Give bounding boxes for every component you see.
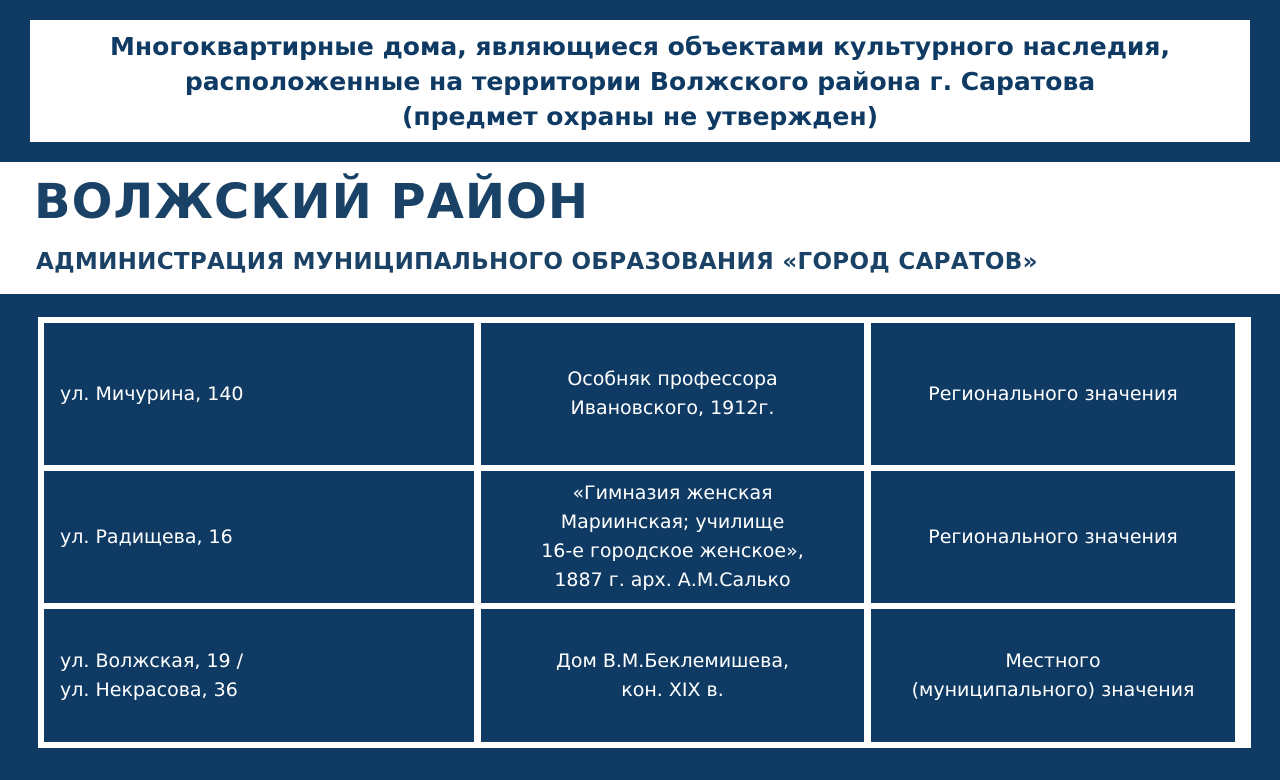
address-text: ул. Волжская, 19 / ул. Некрасова, 36: [60, 649, 244, 701]
heritage-table: [38, 317, 1251, 748]
table-cell-address: [44, 609, 474, 742]
table-cell-significance: [871, 609, 1235, 742]
table-cell-significance: [871, 323, 1235, 465]
district-title: ВОЛЖСКИЙ РАЙОН: [34, 174, 590, 230]
table-cell-significance: [871, 471, 1235, 603]
object-text: Дом В.М.Беклемишева, кон. XIX в.: [555, 649, 790, 701]
object-text: Особняк профессора Ивановского, 1912г.: [567, 368, 778, 419]
document-title-line-1: Многоквартирные дома, являющиеся объектами культурного наследия,: [110, 31, 1170, 61]
document-title-box: [30, 20, 1250, 142]
table-cell-object: [481, 323, 864, 465]
address-text: ул. Мичурина, 140: [60, 382, 244, 405]
table-cell-address: [44, 323, 474, 465]
table-cell-address: [44, 471, 474, 603]
table-cell-object: [481, 609, 864, 742]
significance-text: Регионального значения: [928, 525, 1178, 548]
significance-text: Регионального значения: [928, 382, 1178, 405]
significance-text: Местного (муниципального) значения: [911, 649, 1195, 701]
district-header-band: [0, 162, 1280, 294]
object-text: «Гимназия женская Мариинская; училище 16-е городское женское», 1887 г. арх. А.М.Салько: [541, 482, 804, 591]
address-text: ул. Радищева, 16: [60, 525, 233, 548]
table-cell-object: [481, 471, 864, 603]
document-title-line-2: расположенные на территории Волжского района г. Саратова: [184, 66, 1096, 96]
document-title-line-3: (предмет охраны не утвержден): [401, 101, 879, 131]
administration-subtitle: АДМИНИСТРАЦИЯ МУНИЦИПАЛЬНОГО ОБРАЗОВАНИЯ «ГОРОД САРАТОВ»: [36, 249, 1038, 275]
